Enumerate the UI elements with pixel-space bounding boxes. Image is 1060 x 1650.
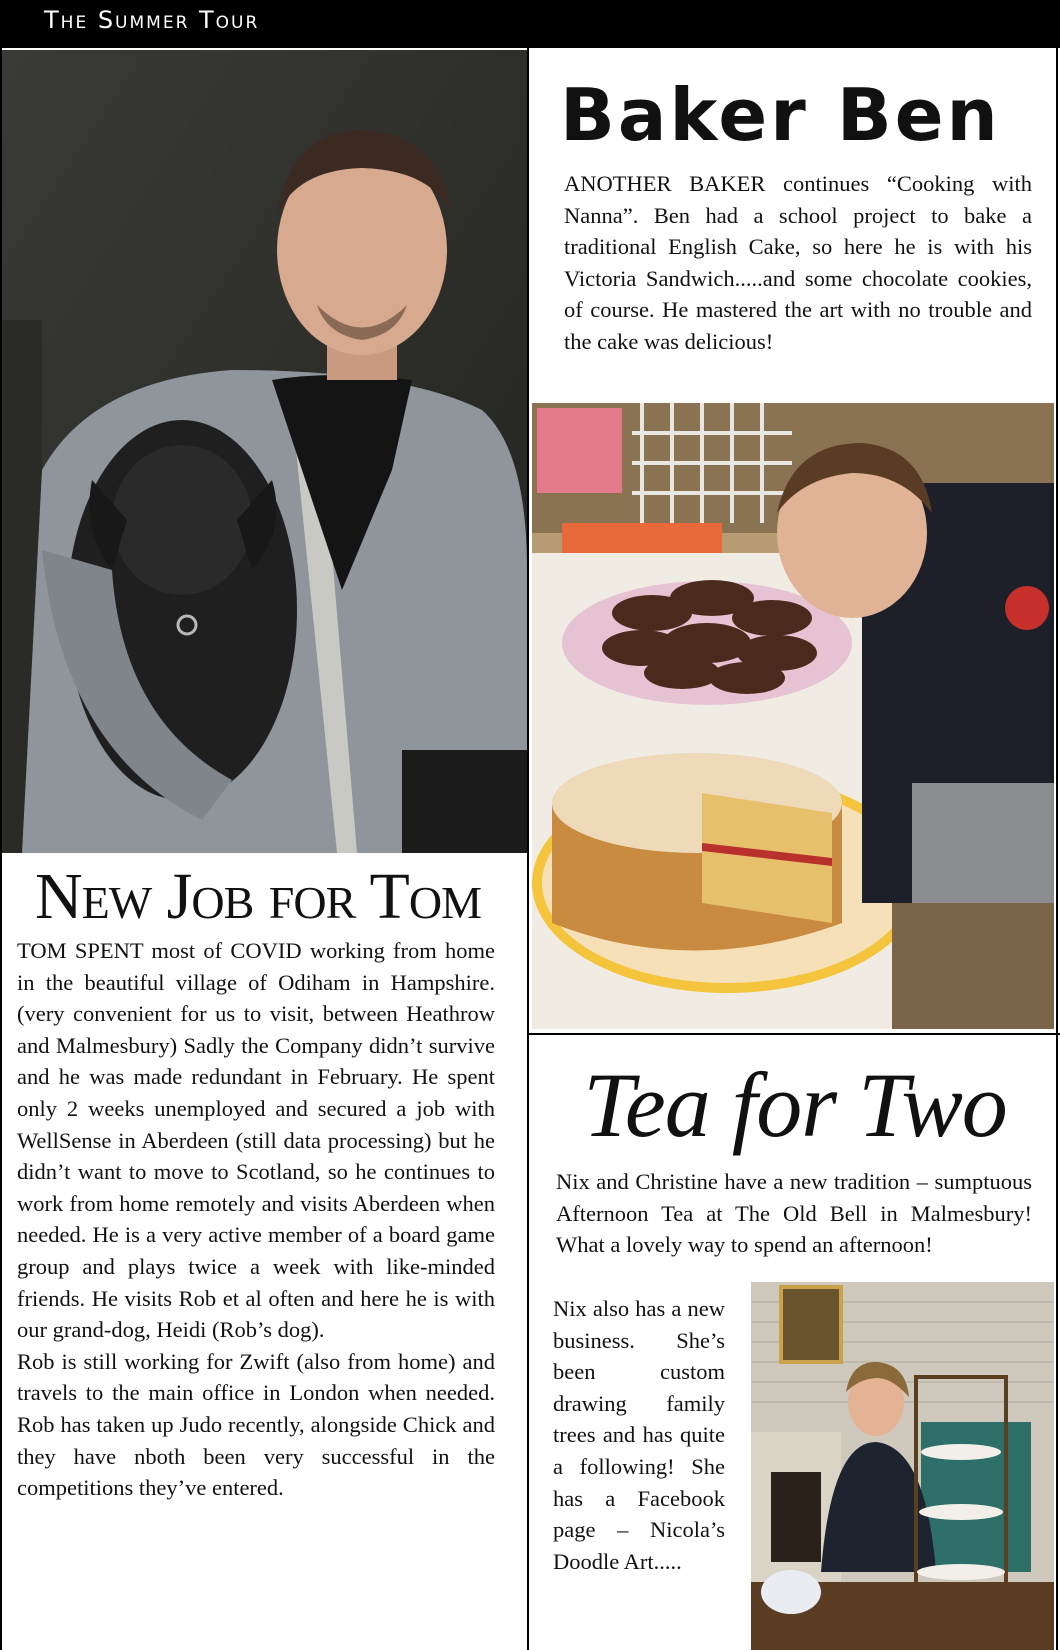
tom-article <box>17 935 495 1504</box>
afternoon-tea-photo <box>751 1282 1054 1650</box>
tom-paragraph-1: TOM SPENT most of COVID working from home in the beautiful village of Odiham in Hampshire. (very convenient for us to visit, between Heathrow and Malmesbury) Sadly the Company didn’t survive and he was made redundant in February. He spent only 2 weeks unemployed and secured a job with WellSense in Aberdeen (still data processing) but he didn’t want to move to Scotland, so he continues to work from home remotely and visits Aberdeen when needed. He is a very active member of a board game group and plays twice a week with like-minded friends. He visits Rob et al often and here he is with our grand-dog, Heidi (Rob’s dog). <box>17 938 495 1343</box>
ben-cake-photo <box>532 403 1054 1029</box>
tea-intro: Nix and Christine have a new tradition – sumptuous Afternoon Tea at The Old Bell in Malmesbury! What a lovely way to spend an afternoon! <box>556 1169 1032 1258</box>
right-section-divider <box>529 1033 1060 1035</box>
page-banner <box>0 0 1060 48</box>
column-divider <box>527 48 529 1650</box>
ben-headline: Baker Ben <box>560 73 1001 157</box>
tom-headline: New Job for Tom <box>35 860 481 933</box>
tea-side-text: Nix also has a new business. She’s been custom drawing family trees and has quite a following! She has a Facebook page – Nicola’s Doodle Art..... <box>553 1296 725 1574</box>
banner-title: The Summer Tour <box>44 6 260 34</box>
tea-headline: Tea for Two <box>583 1054 1007 1156</box>
tom-paragraph-2: Rob is still working for Zwift (also from home) and travels to the main office in London when needed. Rob has taken up Judo recently, alongside Chick and they have nboth been very successful in the competitions they’ve entered. <box>17 1348 495 1501</box>
ben-article: ANOTHER BAKER continues “Cooking with Nanna”. Ben had a school project to bake a traditional English Cake, so here he is with his Victoria Sandwich.....and some chocolate cookies, of course. He mastered the art with no trouble and the cake was delicious! <box>564 171 1032 354</box>
right-border <box>1056 48 1058 1650</box>
tom-with-dog-photo <box>2 50 527 853</box>
